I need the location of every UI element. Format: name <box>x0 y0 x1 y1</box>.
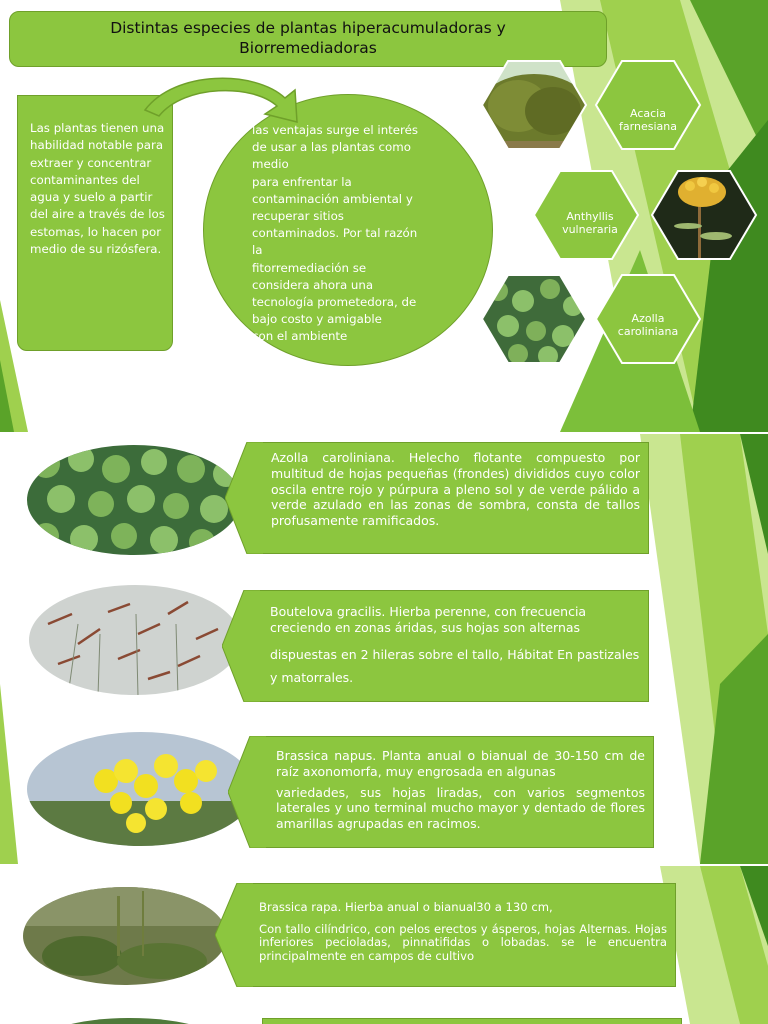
info-box-napus <box>266 736 654 848</box>
circle-line: tecnología prometedora, de <box>252 295 417 310</box>
box-arrow-boutelova <box>222 590 262 702</box>
info-box-azolla <box>263 442 649 554</box>
next-photo-oval-partial <box>30 1016 230 1024</box>
title-line-2: Biorremediadoras <box>239 39 377 57</box>
napus-description-1: Brassica napus. Planta anual o bianual de 30-150 cm de raíz axonomorfa, muy engrosada en algunas <box>276 748 645 779</box>
rapa-description-1: Brassica rapa. Hierba anual o bianual30 a 130 cm, <box>259 900 553 914</box>
info-box-boutelova <box>260 590 649 702</box>
circle-line: medio <box>252 157 289 172</box>
hex-label-acacia: Acacia farnesiana <box>619 107 677 133</box>
boutelova-description-1: Boutelova gracilis. Hierba perenne, con frecuencia creciendo en zonas áridas, sus hojas son alternas <box>270 604 587 635</box>
circle-line: considera ahora una <box>252 277 374 292</box>
rapa-description-2: Con tallo cilíndrico, con pelos erectos y ásperos, hojas Alternas. Hojas inferiores pecioladas, pinnatifidas o lobadas. se le encuentra principalmente en campos de cultivo <box>259 921 667 963</box>
brassica-rapa-photo-oval <box>22 886 228 986</box>
circle-line: recuperar sitios <box>252 209 344 224</box>
circle-line: contaminación ambiental y <box>252 191 413 206</box>
circle-text <box>252 122 442 346</box>
boutelova-photo-oval <box>28 584 242 696</box>
intro-text: Las plantas tienen una habilidad notable para extraer y concentrar contaminantes del agua y suelo a partir del aire a través de los estomas, lo hacen por medio de su rizósfera. <box>30 121 165 257</box>
brassica-napus-photo-oval <box>26 731 256 847</box>
hex-acacia <box>596 61 700 149</box>
napus-description-2: variedades, sus hojas liradas, con varios segmentos laterales y uno terminal mucho mayor y dentado de flores amarillas agrupadas en racimos. <box>276 784 645 832</box>
anthyllis-photo <box>648 166 760 266</box>
circle-line: la <box>252 243 263 258</box>
slide-species-2 <box>0 866 768 1024</box>
circle-line: con el ambiente <box>252 329 348 344</box>
box-arrow-napus <box>228 736 268 848</box>
circle-line: de usar a las plantas como <box>252 140 411 155</box>
hex-label-azolla: Azolla caroliniana <box>617 312 679 338</box>
info-box-rapa <box>253 883 676 987</box>
circle-line: las ventajas surge el interés <box>252 123 419 137</box>
hex-label-anthyllis: Anthyllis vulneraria <box>562 210 618 236</box>
title-line-1: Distintas especies de plantas hiperacumuladoras y <box>110 19 506 37</box>
circle-line: bajo costo y amigable <box>252 312 382 327</box>
circle-line: fitorremediación se <box>252 260 367 275</box>
box-arrow-azolla <box>225 442 265 554</box>
slide-species-1 <box>0 434 768 864</box>
azolla-photo-oval <box>26 444 242 556</box>
acacia-photo <box>478 56 594 158</box>
box-arrow-rapa <box>215 883 255 987</box>
curved-arrow-icon <box>135 70 315 140</box>
azolla-photo <box>478 270 590 370</box>
azolla-description: Azolla caroliniana. Helecho flotante compuesto por multitud de hojas pequeñas (frondes) divididos cuyo color oscila entre rojo y púrpura a pleno sol y de verde pálido a verde azulado en las zonas de sombra, consta de tallos profusamente ramificados. <box>271 450 640 529</box>
boutelova-description-2: dispuestas en 2 hileras sobre el tallo, Hábitat En pastizales y matorrales. <box>270 646 640 685</box>
slide-overview <box>0 0 768 432</box>
circle-line: para enfrentar la <box>252 174 352 189</box>
circle-line: contaminados. Por tal razón <box>252 226 418 241</box>
next-info-box-partial <box>262 1018 682 1024</box>
